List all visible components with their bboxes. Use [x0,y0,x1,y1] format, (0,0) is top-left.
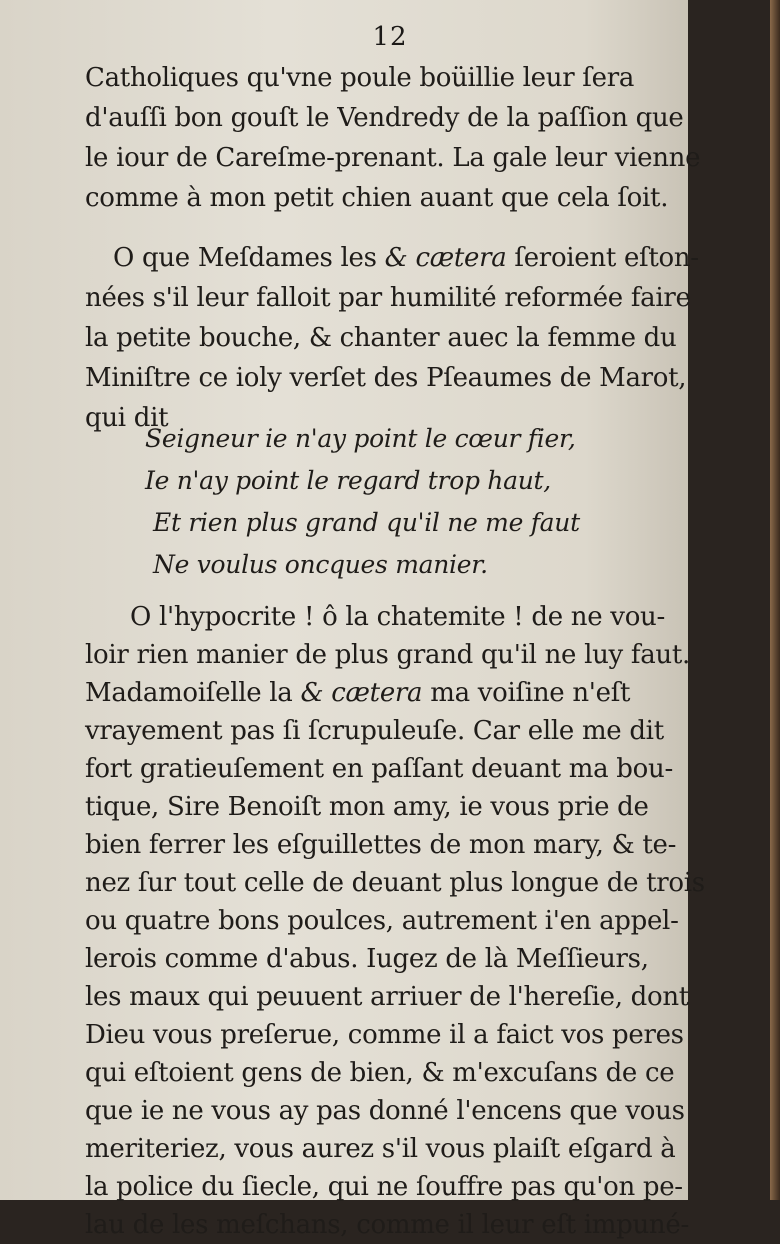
text-line: Dieu vous preſerue, comme il a faict vos peres [85,1020,684,1050]
text-line [85,674,685,712]
text-line: nez ſur tout celle de deuant plus longue de trois [85,868,705,898]
text-line: la petite bouche, & chanter auec la femme du [85,323,677,353]
text-line: Miniſtre ce ioly verſet des Pſeaumes de Marot, [85,363,687,393]
text-run: O que Meſdames les [113,243,385,273]
text-line: ou quatre bons poulces, autrement i'en appel- [85,906,679,936]
italic-run: & cætera [384,243,507,273]
paragraph-3 [85,598,705,1244]
text-line: qui dit [85,403,169,433]
italic-run: & cætera [300,678,423,708]
text-line: tique, Sire Benoiſt mon amy, ie vous prie de [85,792,649,822]
text-line: lerois comme d'abus. Iugez de là Meſſieurs, [85,944,649,974]
text-run: ma voiſine n'eſt [422,678,631,708]
text-line: que ie ne vous ay pas donné l'encens que vous [85,1096,685,1126]
text-line: meriteriez, vous aurez s'il vous plaiſt eſgard à [85,1134,676,1164]
text-line: le iour de Careſme-prenant. La gale leur vienne [85,143,701,173]
text-run: Madamoiſelle la [85,678,301,708]
text-line: Catholiques qu'vne poule boüillie leur ſera [85,63,635,93]
page-number: 12 [372,22,408,52]
verse-quote [145,418,580,586]
text-line: fort gratieuſement en paſſant deuant ma bou- [85,754,673,784]
text-line: les maux qui peuuent arriuer de l'hereſie, dont [85,982,689,1012]
text-line: loir rien manier de plus grand qu'il ne luy faut. [85,640,690,670]
text-line: bien ferrer les eſguillettes de mon mary, & te- [85,830,677,860]
text-line: qui eſtoient gens de bien, & m'excuſans de ce [85,1058,675,1088]
text-line [85,238,699,278]
verse-line: Ne voulus oncques manier. [153,550,488,579]
text-line: d'auſſi bon gouſt le Vendredy de la paſſion que [85,103,684,133]
text-line: lau de les meſchans, comme il leur eſt impuné- [85,1210,689,1240]
text-line: comme à mon petit chien auant que cela ſoit. [85,183,669,213]
text-line: vrayement pas ſi ſcrupuleuſe. Car elle me dit [85,716,664,746]
page-edge [770,0,780,1200]
text-line: nées s'il leur falloit par humilité reformée faire [85,283,691,313]
verse-line: Et rien plus grand qu'il ne me faut [153,508,580,537]
text-line: O l'hypocrite ! ô la chatemite ! de ne vou- [130,602,665,632]
paragraph-2 [85,238,699,438]
paragraph-1 [85,58,701,218]
text-run: ſeroient eſton- [506,243,699,273]
verse-line: Seigneur ie n'ay point le cœur fier, [145,424,576,453]
text-line: la police du ſiecle, qui ne ſouffre pas qu'on pe- [85,1172,683,1202]
verse-line: Ie n'ay point le regard trop haut, [145,466,551,495]
